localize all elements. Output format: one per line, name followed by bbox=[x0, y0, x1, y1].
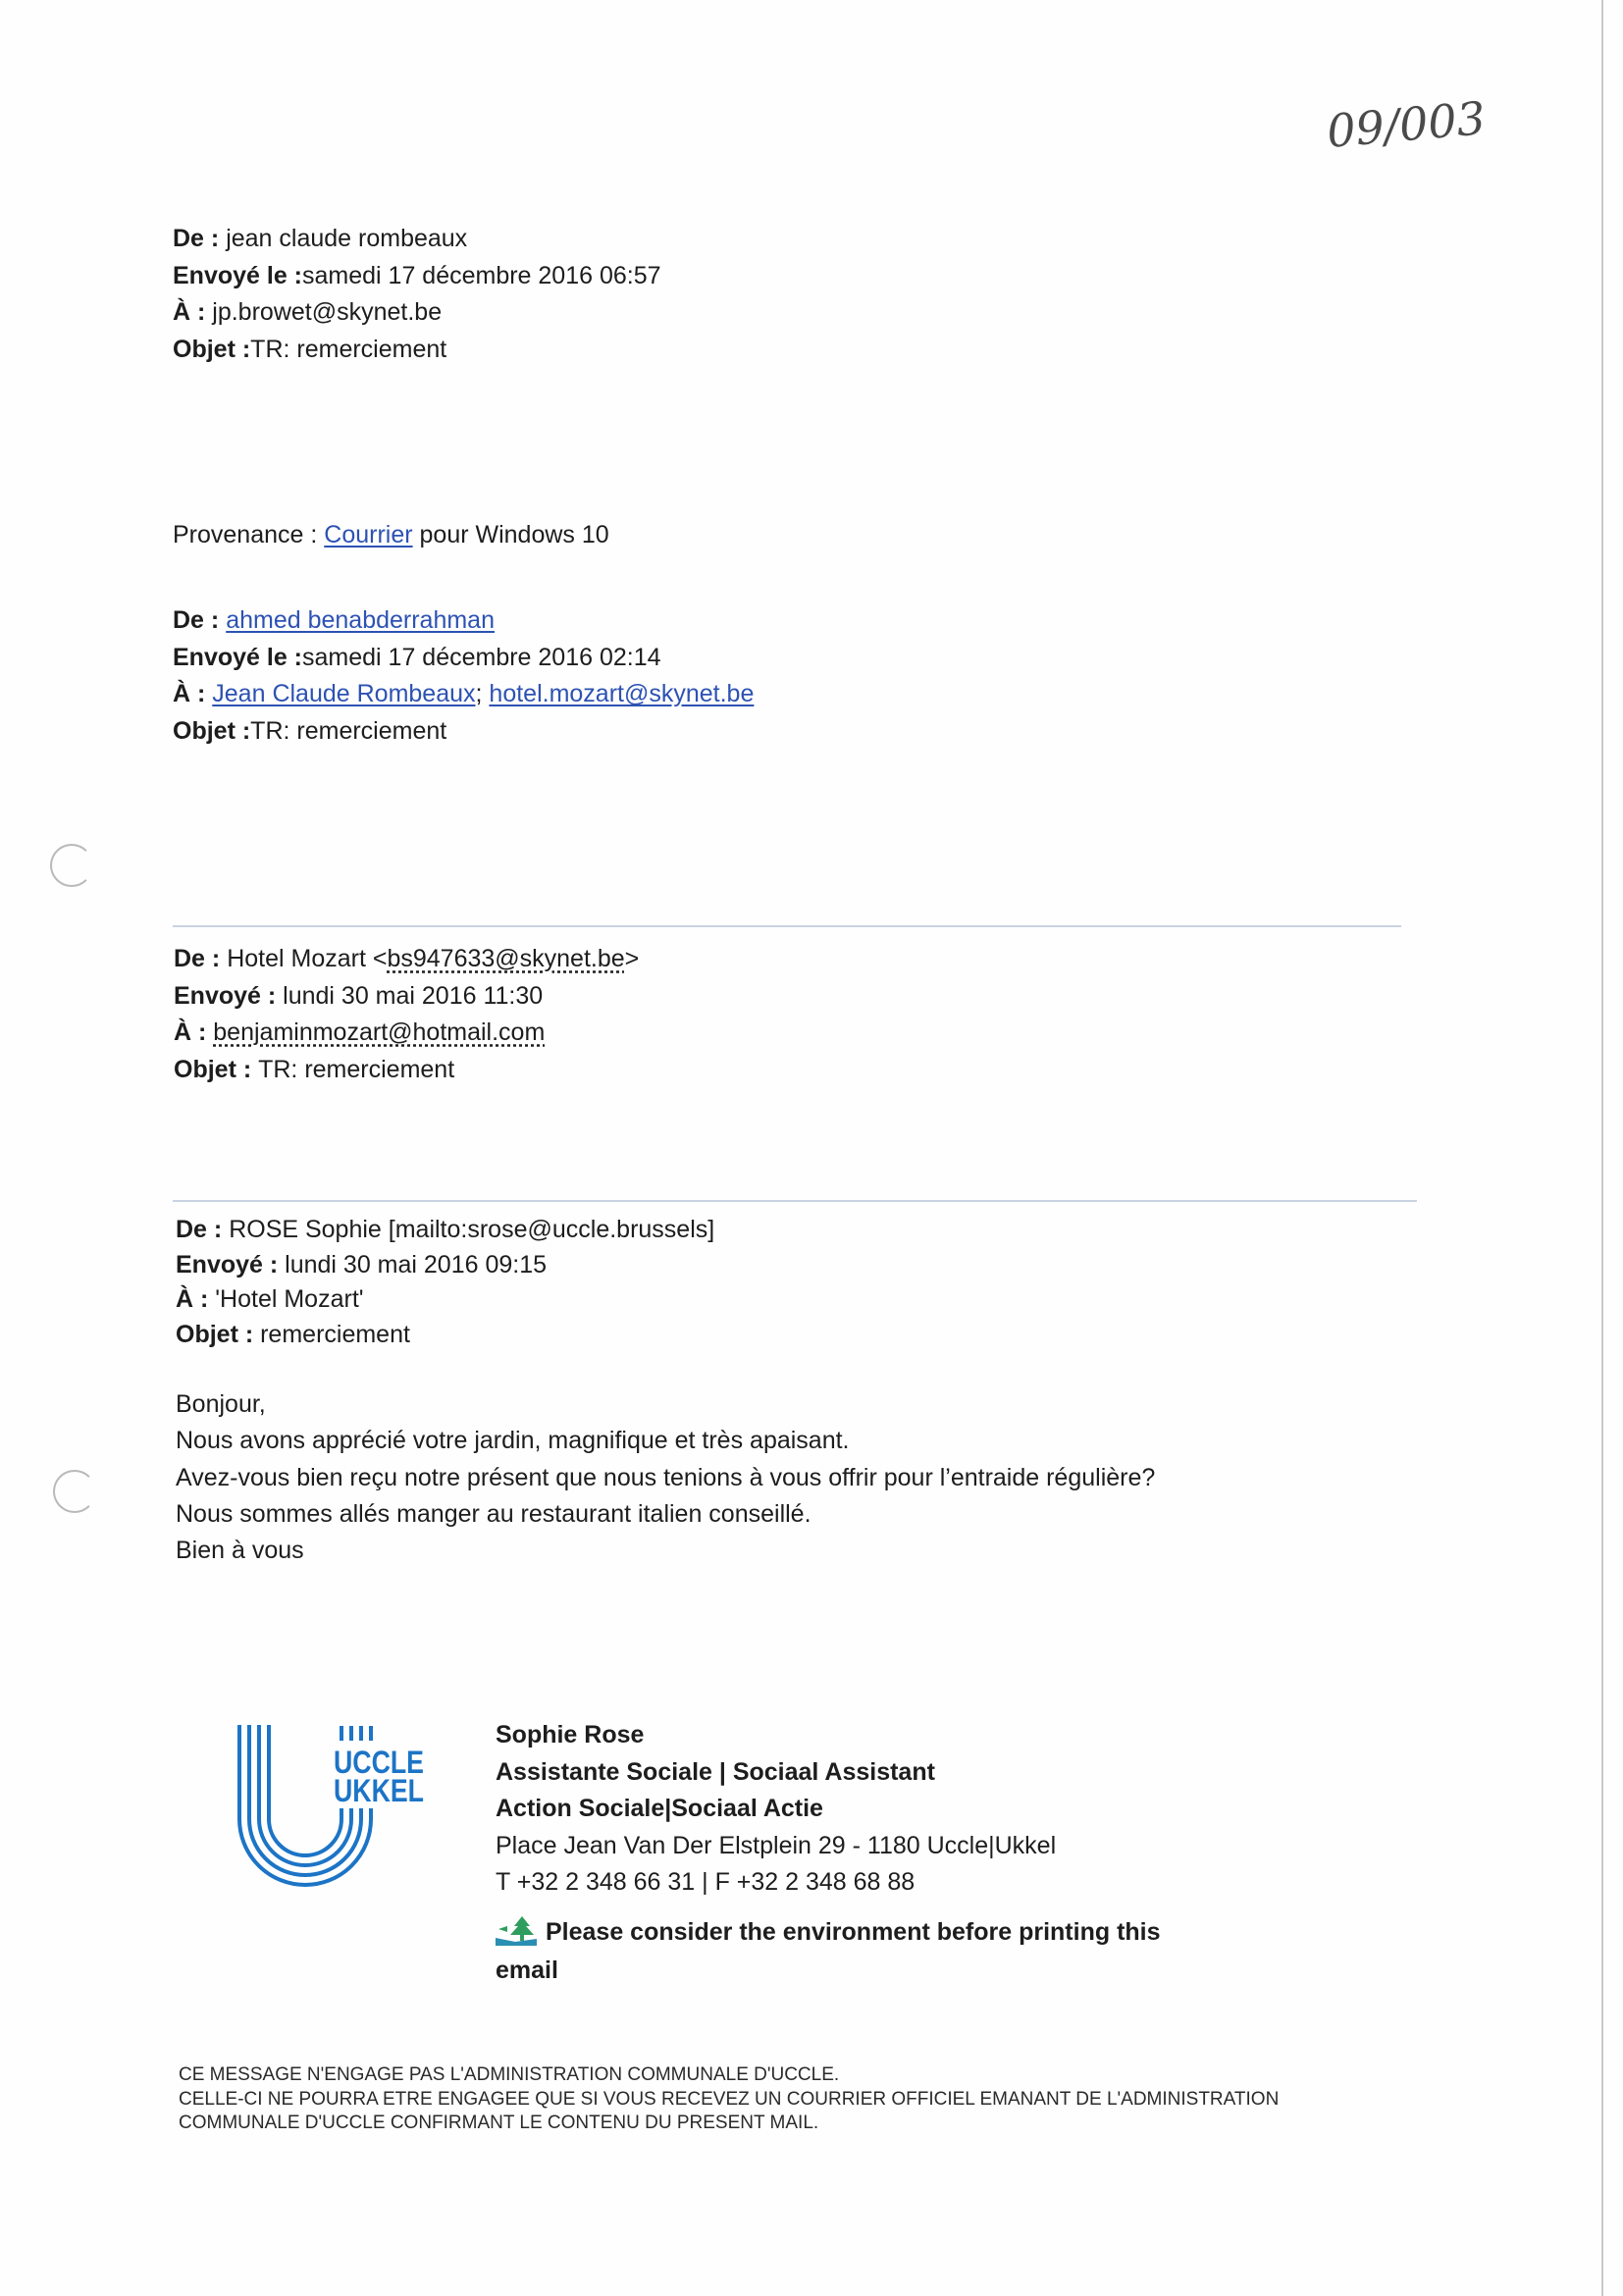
logo-u-arc bbox=[269, 1725, 341, 1855]
separator-rule bbox=[173, 1200, 1417, 1202]
tree-icon bbox=[496, 1915, 539, 1949]
from-label: De : bbox=[173, 606, 227, 634]
email-header-2 bbox=[173, 602, 754, 750]
punch-hole-mark bbox=[53, 1470, 96, 1513]
to-line bbox=[176, 1282, 714, 1318]
to-label: À : bbox=[173, 298, 213, 326]
sent-line bbox=[173, 640, 754, 677]
from-label: De : bbox=[174, 945, 228, 972]
signature-address: Place Jean Van Der Elstplein 29 - 1180 Uccle|Ukkel bbox=[496, 1831, 1057, 1859]
from-line bbox=[174, 941, 639, 978]
logo-text-ukkel: UKKEL bbox=[334, 1773, 424, 1808]
provenance-suffix: pour Windows 10 bbox=[412, 521, 609, 548]
subject-value: remerciement bbox=[260, 1320, 410, 1348]
punch-hole-mark bbox=[50, 844, 93, 887]
subject-line bbox=[173, 332, 661, 369]
from-label: De : bbox=[173, 225, 227, 252]
legal-disclaimer bbox=[179, 2063, 1279, 2136]
to-email: benjaminmozart@hotmail.com bbox=[213, 1018, 546, 1046]
sent-label: Envoyé le : bbox=[173, 643, 302, 671]
handwritten-reference-number: 09/003 bbox=[1324, 91, 1488, 158]
subject-label: Objet : bbox=[173, 716, 251, 745]
from-email: bs947633@skynet.be bbox=[387, 945, 625, 972]
courrier-link[interactable]: Courrier bbox=[324, 521, 413, 548]
to-line bbox=[173, 294, 661, 332]
subject-value: TR: remerciement bbox=[258, 1055, 455, 1083]
logo-text-uccle: UCCLE bbox=[334, 1745, 424, 1780]
separator-rule bbox=[173, 925, 1401, 927]
body-line: Avez-vous bien reçu notre présent que nous tenions à vous offrir pour l’entraide régulière? bbox=[176, 1463, 1156, 1491]
subject-label: Objet : bbox=[173, 335, 251, 363]
sent-label: Envoyé : bbox=[176, 1250, 286, 1278]
from-line bbox=[173, 602, 754, 640]
email-header-3 bbox=[174, 941, 639, 1088]
email-body bbox=[176, 1386, 1155, 1569]
from-suffix: > bbox=[624, 945, 640, 972]
environment-note-text: Please consider the environment before printing this bbox=[546, 1918, 1161, 1946]
body-line: Nous sommes allés manger au restaurant italien conseillé. bbox=[176, 1499, 812, 1528]
from-link[interactable]: ahmed benabderrahman bbox=[226, 606, 495, 634]
from-value: ROSE Sophie [mailto:srose@uccle.brussels] bbox=[229, 1216, 715, 1243]
subject-value: TR: remerciement bbox=[250, 716, 447, 745]
signature-department: Action Sociale|Sociaal Actie bbox=[496, 1795, 823, 1822]
to-label: À : bbox=[174, 1018, 214, 1046]
subject-value: TR: remerciement bbox=[250, 335, 447, 363]
sent-label: Envoyé : bbox=[174, 981, 284, 1010]
provenance-prefix: Provenance : bbox=[173, 521, 325, 548]
from-name: Hotel Mozart < bbox=[227, 945, 388, 972]
sent-line bbox=[176, 1248, 714, 1283]
from-line bbox=[176, 1213, 714, 1248]
email-signature bbox=[496, 1717, 1056, 1902]
sent-value: samedi 17 décembre 2016 02:14 bbox=[302, 643, 661, 671]
environment-note bbox=[496, 1913, 1161, 1990]
sent-line bbox=[173, 258, 661, 295]
to-value: 'Hotel Mozart' bbox=[215, 1285, 364, 1313]
subject-line bbox=[173, 713, 754, 751]
subject-label: Objet : bbox=[176, 1320, 261, 1348]
email-header-4 bbox=[176, 1213, 714, 1352]
signature-name: Sophie Rose bbox=[496, 1721, 645, 1748]
signature-title: Assistante Sociale | Sociaal Assistant bbox=[496, 1757, 935, 1786]
body-line: Bien à vous bbox=[176, 1537, 304, 1565]
body-line: Bonjour, bbox=[176, 1390, 266, 1418]
recipient-link[interactable]: hotel.mozart@skynet.be bbox=[489, 680, 755, 707]
subject-line bbox=[174, 1052, 639, 1089]
page-edge-line bbox=[1601, 0, 1603, 2296]
to-label: À : bbox=[176, 1285, 216, 1313]
uccle-ukkel-logo bbox=[236, 1722, 432, 1891]
disclaimer-line: CE MESSAGE N'ENGAGE PAS L'ADMINISTRATION COMMUNALE D'UCCLE. bbox=[179, 2064, 840, 2085]
to-label: À : bbox=[173, 680, 213, 707]
subject-line bbox=[176, 1318, 714, 1353]
body-line: Nous avons apprécié votre jardin, magnifique et très apaisant. bbox=[176, 1427, 850, 1455]
to-line bbox=[174, 1015, 639, 1052]
from-line bbox=[173, 221, 661, 258]
sent-value: lundi 30 mai 2016 09:15 bbox=[285, 1250, 548, 1278]
environment-note-line: email bbox=[496, 1957, 558, 1984]
provenance-line bbox=[173, 517, 609, 554]
disclaimer-line: CELLE-CI NE POURRA ETRE ENGAGEE QUE SI VOUS RECEVEZ UN COURRIER OFFICIEL EMANANT DE L'ADMINISTRATION bbox=[179, 2088, 1280, 2110]
signature-phone-fax: T +32 2 348 66 31 | F +32 2 348 68 88 bbox=[496, 1868, 916, 1896]
sent-value: samedi 17 décembre 2016 06:57 bbox=[302, 261, 661, 289]
sent-line bbox=[174, 978, 639, 1016]
environment-note-line bbox=[496, 1913, 1161, 1952]
to-value: jp.browet@skynet.be bbox=[212, 298, 443, 326]
subject-label: Objet : bbox=[174, 1055, 259, 1083]
sent-label: Envoyé le : bbox=[173, 261, 302, 289]
recipient-separator: ; bbox=[475, 680, 490, 707]
from-label: De : bbox=[176, 1216, 230, 1243]
email-header-1 bbox=[173, 221, 661, 368]
from-value: jean claude rombeaux bbox=[226, 225, 468, 252]
to-line bbox=[173, 676, 754, 713]
disclaimer-line: COMMUNALE D'UCCLE CONFIRMANT LE CONTENU DU PRESENT MAIL. bbox=[179, 2113, 819, 2133]
sent-value: lundi 30 mai 2016 11:30 bbox=[283, 981, 544, 1010]
recipient-link[interactable]: Jean Claude Rombeaux bbox=[212, 680, 476, 707]
